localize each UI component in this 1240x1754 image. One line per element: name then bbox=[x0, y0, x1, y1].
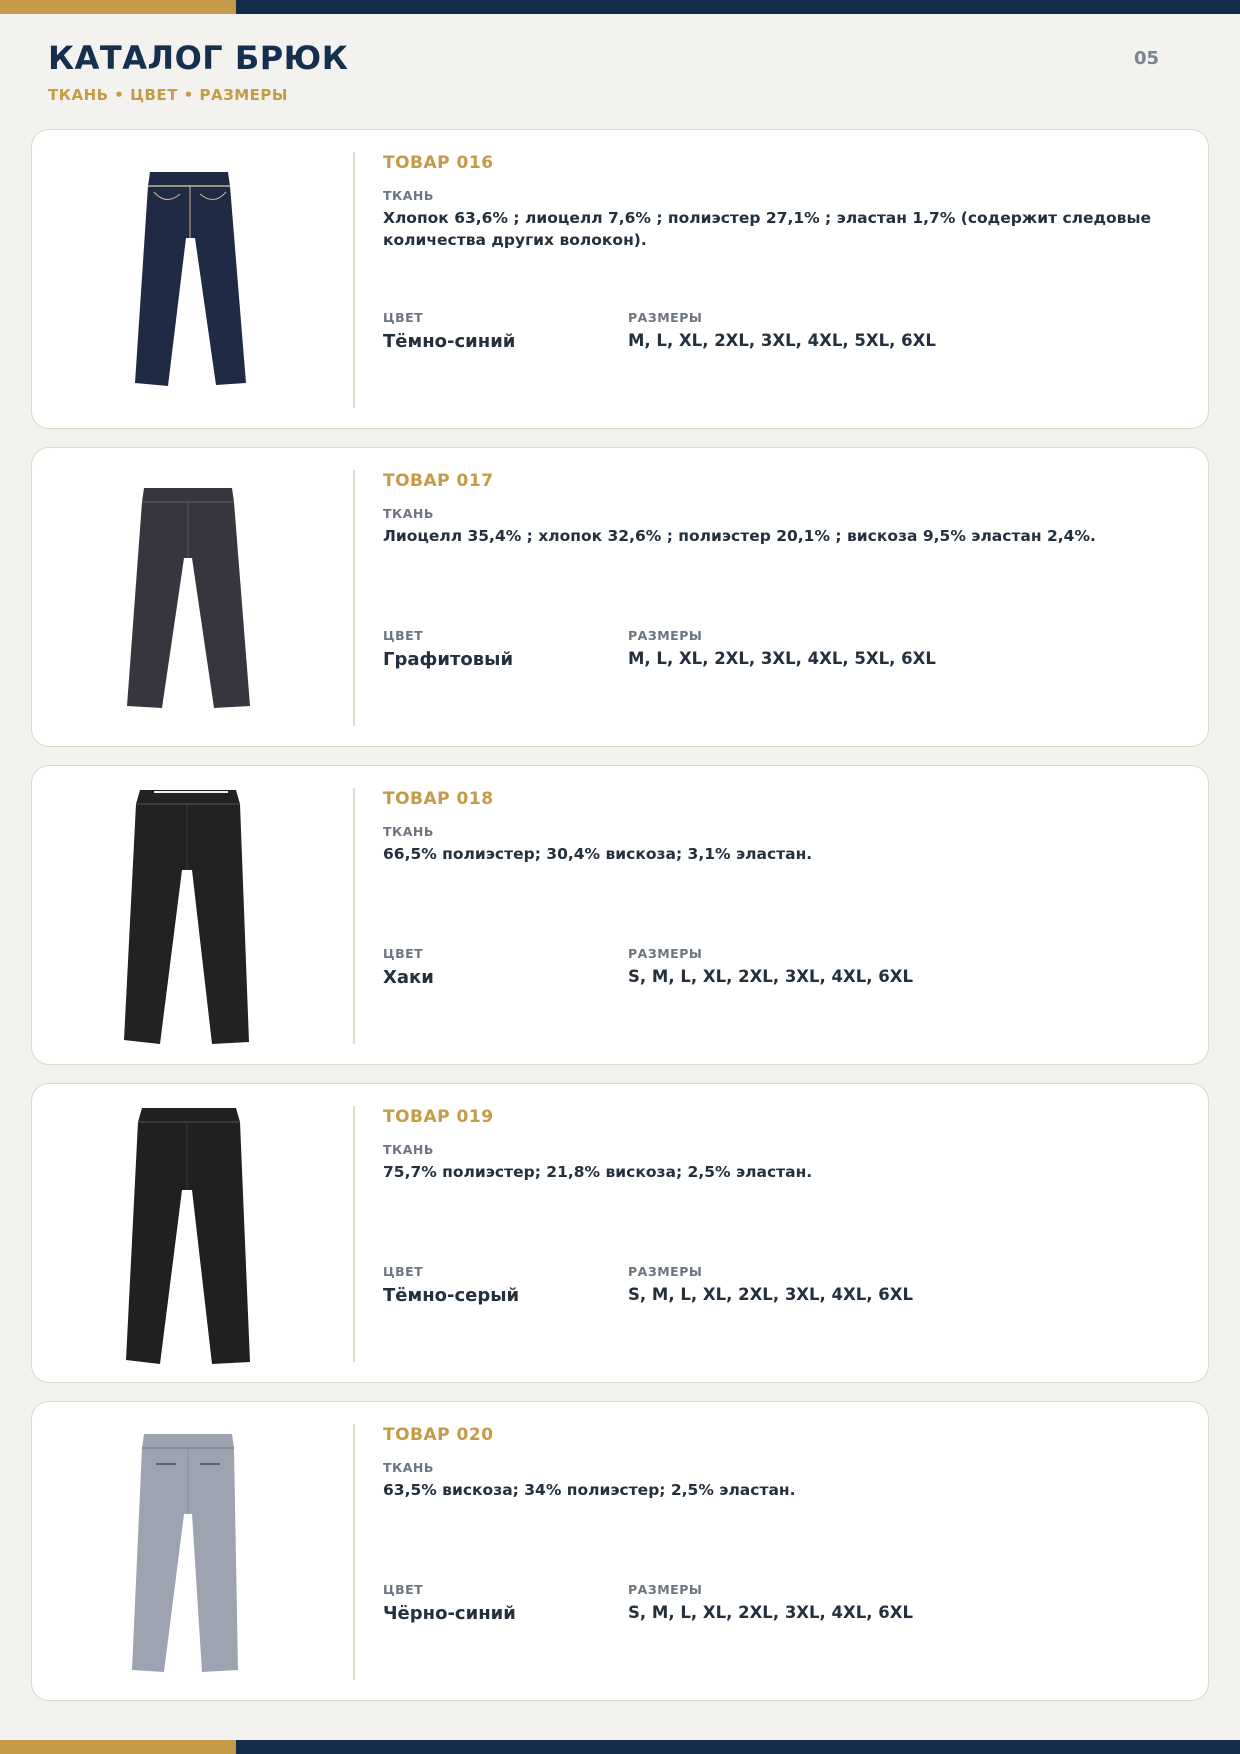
page-header bbox=[48, 38, 348, 104]
fabric-label: ТКАНЬ bbox=[383, 824, 434, 839]
sizes-label: РАЗМЕРЫ bbox=[628, 946, 703, 961]
sizes-value: M, L, XL, 2XL, 3XL, 4XL, 5XL, 6XL bbox=[628, 331, 936, 350]
product-card-018 bbox=[31, 765, 1209, 1065]
card-divider bbox=[353, 1106, 355, 1362]
color-label: ЦВЕТ bbox=[383, 946, 424, 961]
top-accent-gold bbox=[0, 0, 236, 14]
fabric-value: 75,7% полиэстер; 21,8% вискоза; 2,5% эластан. bbox=[383, 1163, 813, 1181]
product-info bbox=[383, 1106, 1183, 1306]
bottom-accent-bar bbox=[0, 1740, 1240, 1754]
product-title: ТОВАР 020 bbox=[383, 1425, 494, 1445]
sizes-label: РАЗМЕРЫ bbox=[628, 1582, 703, 1597]
page-title: КАТАЛОГ БРЮК bbox=[48, 39, 349, 77]
color-value: Графитовый bbox=[383, 649, 514, 670]
sizes-value: S, M, L, XL, 2XL, 3XL, 4XL, 6XL bbox=[628, 1603, 914, 1622]
product-card-016 bbox=[31, 129, 1209, 429]
color-label: ЦВЕТ bbox=[383, 1582, 424, 1597]
top-accent-bar bbox=[0, 0, 1240, 14]
product-image bbox=[32, 130, 352, 430]
product-title: ТОВАР 019 bbox=[383, 1107, 494, 1127]
color-label: ЦВЕТ bbox=[383, 628, 424, 643]
jeans-icon bbox=[32, 130, 352, 430]
color-value: Тёмно-синий bbox=[383, 331, 516, 352]
fabric-value: Лиоцелл 35,4% ; хлопок 32,6% ; полиэстер 20,1% ; вискоза 9,5% эластан 2,4%. bbox=[383, 527, 1096, 545]
sizes-value: S, M, L, XL, 2XL, 3XL, 4XL, 6XL bbox=[628, 1285, 914, 1304]
fabric-label: ТКАНЬ bbox=[383, 1460, 434, 1475]
sizes-label: РАЗМЕРЫ bbox=[628, 628, 703, 643]
sizes-value: M, L, XL, 2XL, 3XL, 4XL, 5XL, 6XL bbox=[628, 649, 936, 668]
color-label: ЦВЕТ bbox=[383, 1264, 424, 1279]
product-image bbox=[32, 1402, 352, 1702]
card-divider bbox=[353, 1424, 355, 1680]
fabric-value: 63,5% вискоза; 34% полиэстер; 2,5% эластан. bbox=[383, 1481, 796, 1499]
fabric-label: ТКАНЬ bbox=[383, 1142, 434, 1157]
bottom-accent-navy bbox=[236, 1740, 1240, 1754]
product-info bbox=[383, 470, 1183, 670]
sizes-label: РАЗМЕРЫ bbox=[628, 1264, 703, 1279]
page-number: 05 bbox=[1134, 48, 1160, 69]
product-info bbox=[383, 788, 1183, 988]
product-title: ТОВАР 017 bbox=[383, 471, 494, 491]
color-label: ЦВЕТ bbox=[383, 310, 424, 325]
sizes-label: РАЗМЕРЫ bbox=[628, 310, 703, 325]
product-image bbox=[32, 766, 352, 1066]
fabric-value: Хлопок 63,6% ; лиоцелл 7,6% ; полиэстер 27,1% ; эластан 1,7% (содержит следовые количества других волокон). bbox=[383, 209, 1152, 249]
product-image bbox=[32, 448, 352, 748]
trousers-icon bbox=[32, 1084, 352, 1384]
product-card-017 bbox=[31, 447, 1209, 747]
fabric-value: 66,5% полиэстер; 30,4% вискоза; 3,1% эластан. bbox=[383, 845, 813, 863]
card-divider bbox=[353, 470, 355, 726]
trousers-icon bbox=[32, 1402, 352, 1702]
color-value: Хаки bbox=[383, 967, 434, 988]
product-title: ТОВАР 018 bbox=[383, 789, 494, 809]
product-card-019 bbox=[31, 1083, 1209, 1383]
top-accent-navy bbox=[236, 0, 1240, 14]
trousers-icon bbox=[32, 448, 352, 748]
color-value: Чёрно-синий bbox=[383, 1603, 516, 1624]
product-title: ТОВАР 016 bbox=[383, 153, 494, 173]
page-subtitle: ТКАНЬ • ЦВЕТ • РАЗМЕРЫ bbox=[48, 86, 288, 104]
card-divider bbox=[353, 788, 355, 1044]
product-info bbox=[383, 152, 1183, 352]
bottom-accent-gold bbox=[0, 1740, 236, 1754]
card-divider bbox=[353, 152, 355, 408]
sizes-value: S, M, L, XL, 2XL, 3XL, 4XL, 6XL bbox=[628, 967, 914, 986]
product-info bbox=[383, 1424, 1183, 1624]
trousers-icon bbox=[32, 766, 352, 1066]
color-value: Тёмно-серый bbox=[383, 1285, 520, 1306]
fabric-label: ТКАНЬ bbox=[383, 188, 434, 203]
product-image bbox=[32, 1084, 352, 1384]
fabric-label: ТКАНЬ bbox=[383, 506, 434, 521]
product-card-020 bbox=[31, 1401, 1209, 1701]
